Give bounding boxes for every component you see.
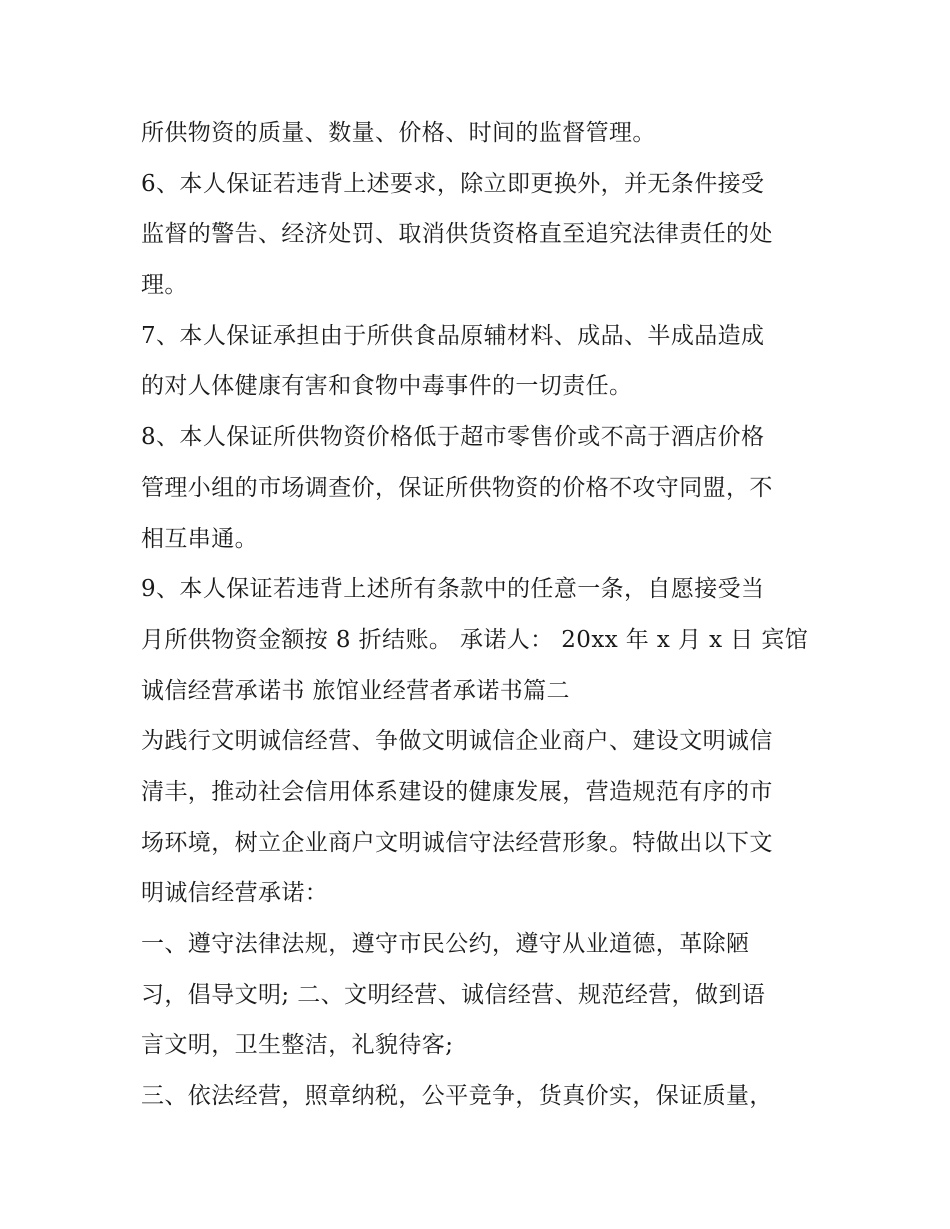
text-line: 三、依法经营，照章纳税，公平竞争，货真价实，保证质量，: [141, 1083, 773, 1110]
document-body: [141, 108, 813, 1122]
text-line: 习，倡导文明; 二、文明经营、诚信经营、规范经营，做到语: [141, 981, 766, 1008]
text-line: 明诚信经营承诺：: [141, 880, 329, 907]
text-line: 管理小组的市场调查价，保证所供物资的价格不攻守同盟，不: [141, 474, 773, 501]
text-line: 9、本人保证若违背上述所有条款中的任意一条，自愿接受当: [141, 576, 765, 603]
text-line: 的对人体健康有害和食物中毒事件的一切责任。: [141, 373, 633, 400]
text-line: 相互串通。: [141, 525, 258, 552]
text-line: 清丰，推动社会信用体系建设的健康发展，营造规范有序的市: [141, 778, 773, 805]
text-line: 所供物资的质量、数量、价格、时间的监督管理。: [141, 120, 656, 146]
text-line: 理。: [141, 272, 188, 299]
text-line: 月所供物资金额按 8 折结账。 承诺人： 20xx 年 x 月 x 日 宾馆: [141, 626, 809, 653]
section-title-line: 诚信经营承诺书 旅馆业经营者承诺书篇二: [141, 677, 570, 704]
text-line: 监督的警告、经济处罚、取消供货资格直至追究法律责任的处: [141, 221, 773, 248]
text-line: 场环境，树立企业商户文明诚信守法经营形象。特做出以下文: [141, 829, 773, 856]
text-line: 7、本人保证承担由于所供食品原辅材料、成品、半成品造成: [141, 322, 765, 349]
text-line: 言文明，卫生整洁，礼貌待客;: [141, 1032, 454, 1059]
text-line: 8、本人保证所供物资价格低于超市零售价或不高于酒店价格: [141, 424, 765, 451]
text-line: 一、遵守法律法规，遵守市民公约，遵守从业道德，革除陋: [141, 931, 750, 957]
text-line: 为践行文明诚信经营、争做文明诚信企业商户、建设文明诚信: [141, 728, 773, 755]
text-line: 6、本人保证若违背上述要求，除立即更换外，并无条件接受: [141, 170, 765, 197]
